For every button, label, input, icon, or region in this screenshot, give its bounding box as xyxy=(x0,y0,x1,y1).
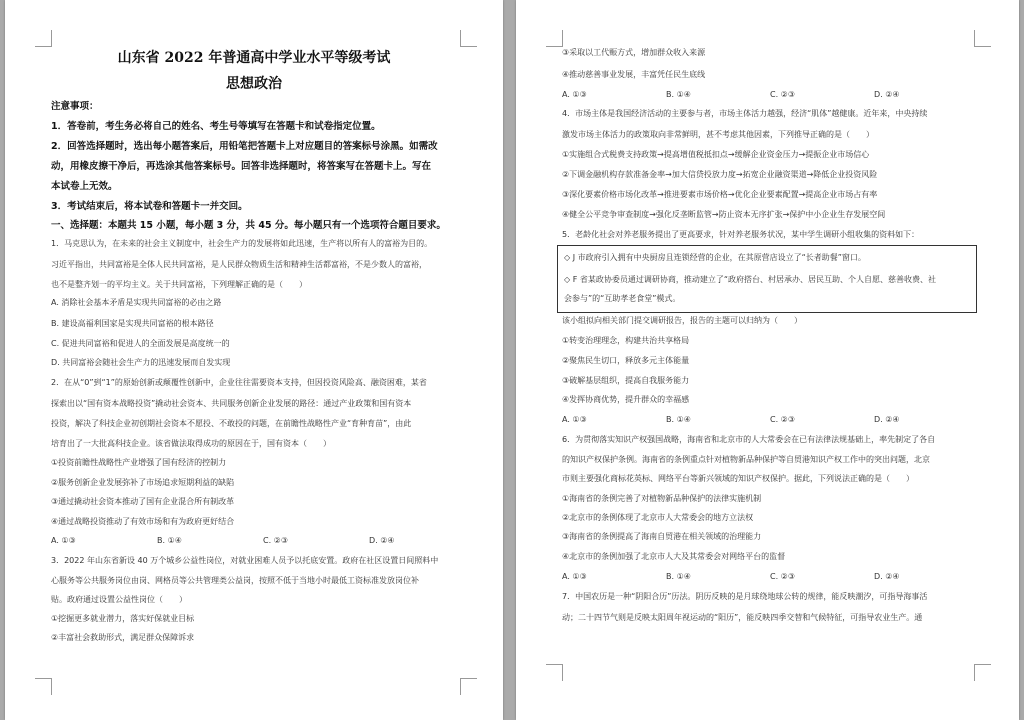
notice-line: 动，用橡皮擦干净后，再选涂其他答案标号。回答非选择题时，将答案写在答题卡上。写在 xyxy=(51,161,432,172)
answer-option: A. ①③ xyxy=(562,90,587,99)
statement-item: ①实施组合式税费支持政策→提高增值税抵扣点→缓解企业资金压力→提振企业市场信心 xyxy=(562,150,870,159)
question-text: 投资，解决了科技企业初创期社会资本不愿投、不敢投的问题，在前瞻性战略性产业“育种育苗”，由此 xyxy=(51,419,412,428)
statement-item: ②丰富社会救助形式，满足群众保障诉求 xyxy=(51,633,195,642)
question-text: 心服务等公共服务岗位由岗、网格员等公共管理类公益岗，按照不低于当地小时最低工资标准发放岗位补 xyxy=(51,576,419,585)
question-text: 也不是整齐划一的平均主义。关于共同富裕，下列理解正确的是（ ） xyxy=(51,280,307,289)
answer-option: D. ②④ xyxy=(874,572,900,581)
statement-item: ④健全公平竞争审查制度→强化反垄断监管→防止资本无序扩张→保护中小企业生存发展空间 xyxy=(562,210,886,219)
statement-item: ①海南省的条例完善了对植物新品种保护的法律实施机制 xyxy=(562,494,762,503)
exam-title: 山东省 2022 年普通高中学业水平等级考试 xyxy=(117,50,391,66)
statement-item: ④通过战略投资推动了有效市场和有为政府更好结合 xyxy=(51,517,235,526)
answer-option: D. ②④ xyxy=(874,415,900,424)
exam-subject: 思想政治 xyxy=(226,76,282,92)
question-text: 7．中国农历是一种“阴阳合历”历法。阴历反映的是月球绕地球公转的规律，能反映潮汐，可指导海事活 xyxy=(562,592,928,601)
question-text: 6．为贯彻落实知识产权强国战略，海南省和北京市的人大常委会在已有法律法规基础上，率先制定了各自 xyxy=(562,435,936,444)
crop-mark xyxy=(460,30,477,47)
statement-item: ④北京市的条例加强了北京市人大及其常委会对网络平台的监督 xyxy=(562,552,786,561)
crop-mark xyxy=(460,678,477,695)
answer-option: D. 共同富裕会随社会生产力的迅速发展而自发实现 xyxy=(51,358,231,367)
answer-option: A. ①③ xyxy=(562,572,587,581)
question-text: 激发市场主体活力的政策取向非常鲜明，甚不考虑其他因素，下列推导正确的是（ ） xyxy=(562,130,874,139)
question-text: 习近平指出，共同富裕是全体人民共同富裕，是人民群众物质生活和精神生活都富裕，不是少数人的富裕， xyxy=(51,260,427,269)
notice-line: 本试卷上无效。 xyxy=(51,181,118,192)
document-page-right xyxy=(516,0,1019,720)
statement-item: ①挖掘更多就业潜力，落实好保就业目标 xyxy=(51,614,195,623)
crop-mark xyxy=(35,678,52,695)
question-text: 动；二十四节气则是反映太阳周年视运动的“阳历”，能反映四季交替和气候特征，可指导农业生产。通 xyxy=(562,613,923,622)
question-text: 的知识产权保护条例。海南省的条例重点针对植物新品种保护等自贸港知识产权工作中的突出问题，北京 xyxy=(562,455,930,464)
answer-option: C. ②③ xyxy=(770,572,796,581)
statement-item: ②聚焦民生切口，释放多元主体能量 xyxy=(562,356,690,365)
question-text: 探索出以“国有资本战略投资”撬动社会资本、共同服务创新企业发展的路径：通过产业政策和国有资本 xyxy=(51,399,412,408)
question-text: 2．在从“0”到“1”的原始创新或颠覆性创新中，企业往往需要资本支持，但因投资风险高、融资困难，某省 xyxy=(51,378,427,387)
statement-item: ②北京市的条例体现了北京市人大常委会的地方立法权 xyxy=(562,513,754,522)
statement-item: ③深化要素价格市场化改革→推进要素市场价格→优化企业要素配置→提高企业市场占有率 xyxy=(562,190,878,199)
crop-mark xyxy=(546,30,563,47)
answer-option: C. 促进共同富裕和促进人的全面发展是高度统一的 xyxy=(51,339,230,348)
answer-option: D. ②④ xyxy=(369,536,395,545)
document-page-left xyxy=(5,0,503,720)
material-line: ◇ J 市政府引入拥有中央厨房且连锁经营的企业，在其原营店设立了“长者助餐”窗口。 xyxy=(564,253,866,262)
statement-item: ①投资前瞻性战略性产业增强了国有经济的控制力 xyxy=(51,458,227,467)
question-text: 培育出了一大批高科技企业。该省做法取得成功的原因在于，国有资本（ ） xyxy=(51,439,331,448)
question-text: 1．马克思认为，在未来的社会主义制度中，社会生产力的发展将如此迅速，生产将以所有人的富裕为目的。 xyxy=(51,239,433,248)
question-text: 5．老龄化社会对养老服务提出了更高要求，针对养老服务状况，某中学生调研小组收集的资料如下： xyxy=(562,230,920,239)
notice-heading: 注意事项： xyxy=(51,101,99,112)
material-line: ◇ F 省某政协委员通过调研协商，推动建立了“政府搭台、村居承办、居民互助、个人自愿、慈善收费、社 xyxy=(564,275,936,284)
question-text: 3．2022 年山东省新设 40 万个城乡公益性岗位，对就业困难人员予以托底安置。政府在社区设置日间照料中 xyxy=(51,556,439,565)
statement-item: ③海南省的条例提高了海南自贸港在相关领域的治理能力 xyxy=(562,532,762,541)
answer-option: C. ②③ xyxy=(770,90,796,99)
answer-option: B. ①④ xyxy=(666,572,691,581)
question-text: 贴。政府通过设置公益性岗位（ ） xyxy=(51,595,187,604)
answer-option: B. ①④ xyxy=(157,536,182,545)
answer-option: C. ②③ xyxy=(770,415,796,424)
question-text: 该小组拟向相关部门提交调研报告，报告的主题可以归纳为（ ） xyxy=(562,316,802,325)
crop-mark xyxy=(974,664,991,681)
statement-item: ①转变治理理念，构建共治共享格局 xyxy=(562,336,690,345)
statement-item: ③破解基层组织，提高自我服务能力 xyxy=(562,376,690,385)
statement-item: ②服务创新企业发展弥补了市场追求短期利益的缺陷 xyxy=(51,478,235,487)
answer-option: A. ①③ xyxy=(51,536,76,545)
answer-option: C. ②③ xyxy=(263,536,289,545)
notice-line: 3．考试结束后，将本试卷和答题卡一并交回。 xyxy=(51,201,248,212)
answer-option: D. ②④ xyxy=(874,90,900,99)
answer-option: A. ①③ xyxy=(562,415,587,424)
statement-item: ③采取以工代赈方式，增加群众收入来源 xyxy=(562,48,706,57)
question-text: 市则主要强化商标花英标、网络平台等新兴领域的知识产权保护。据此，下列说法正确的是（ ） xyxy=(562,474,914,483)
section-heading: 一、选择题：本题共 15 小题，每小题 3 分，共 45 分。每小题只有一个选项符合题目要求。 xyxy=(51,220,446,231)
statement-item: ④推动慈善事业发展，丰富凭任民生底线 xyxy=(562,70,706,79)
material-line: 会参与”的“互助孝老食堂”模式。 xyxy=(564,294,681,303)
statement-item: ③通过撬动社会资本推动了国有企业混合所有制改革 xyxy=(51,497,235,506)
statement-item: ④发挥协商优势，提升群众的幸福感 xyxy=(562,395,690,404)
answer-option: B. ①④ xyxy=(666,415,691,424)
crop-mark xyxy=(35,30,52,47)
notice-line: 2．回答选择题时，选出每小题答案后，用铅笔把答题卡上对应题目的答案标号涂黑。如需改 xyxy=(51,141,438,152)
answer-option: B. ①④ xyxy=(666,90,691,99)
crop-mark xyxy=(974,30,991,47)
question-text: 4．市场主体是我国经济活动的主要参与者，市场主体活力越强，经济“肌体”越健康。近年来，中央持续 xyxy=(562,109,928,118)
answer-option: A. 消除社会基本矛盾是实现共同富裕的必由之路 xyxy=(51,298,222,307)
notice-line: 1．答卷前，考生务必将自己的姓名、考生号等填写在答题卡和试卷指定位置。 xyxy=(51,121,381,132)
answer-option: B. 建设高福利国家是实现共同富裕的根本路径 xyxy=(51,319,214,328)
crop-mark xyxy=(546,664,563,681)
statement-item: ②下调金融机构存款准备金率→加大信贷投放力度→拓宽企业融资渠道→降低企业投资风险 xyxy=(562,170,878,179)
